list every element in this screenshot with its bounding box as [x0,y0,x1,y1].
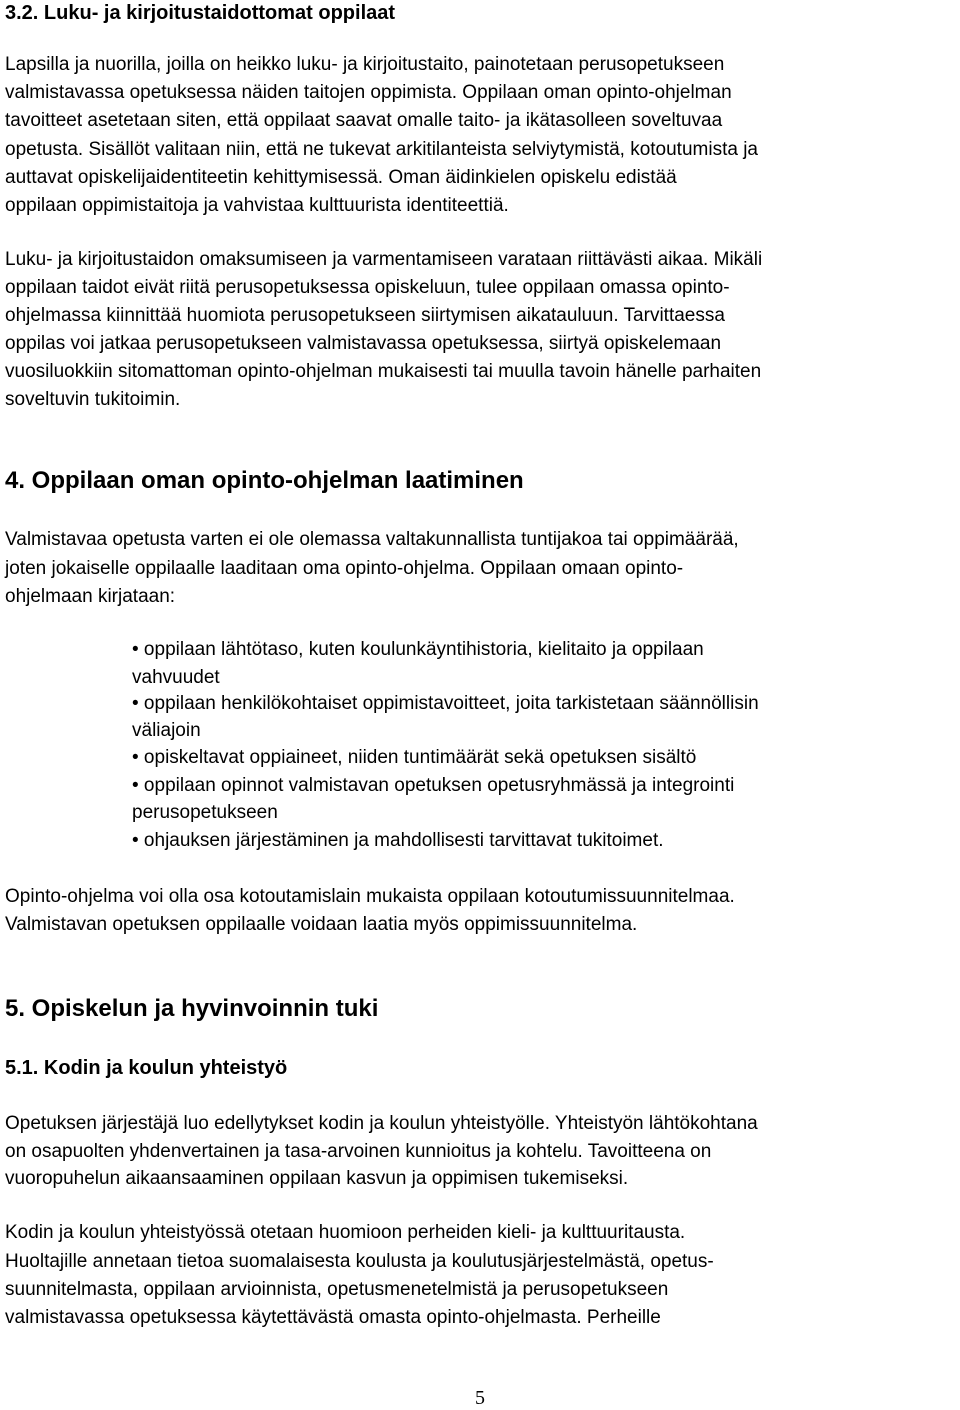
section-heading-4: 4. Oppilaan oman opinto-ohjelman laatiminen [5,467,524,494]
text-line: oppilaan taidot eivät riitä perusopetuksessa opiskeluun, tulee oppilaan omassa opinto- [5,277,730,298]
list-item: • oppilaan henkilökohtaiset oppimistavoitteet, joita tarkistetaan säännöllisin [132,693,759,714]
text-line: ohjelmassa kiinnittää huomiota perusopetukseen siirtymisen aikatauluun. Tarvittaessa [5,305,725,326]
list-item: • oppilaan lähtötaso, kuten koulunkäyntihistoria, kielitaito ja oppilaan [132,639,704,660]
text-line: valmistavassa opetuksessa käytettävästä omasta opinto-ohjelmasta. Perheille [5,1307,661,1328]
text-line: joten jokaiselle oppilaalle laaditaan oma opinto-ohjelma. Oppilaan omaan opinto- [5,558,684,579]
text-line: vuosiluokkiin sitomattoman opinto-ohjelman mukaisesti tai muulla tavoin hänelle parhaiten [5,361,762,382]
text-line: Luku- ja kirjoitustaidon omaksumiseen ja varmentamiseen varataan riittävästi aikaa. Mikäli [5,249,763,270]
text-line: auttavat opiskelijaidentiteetin kehittymisessä. Oman äidinkielen opiskelu edistää [5,167,677,188]
subsection-heading-5-1: 5.1. Kodin ja koulun yhteistyö [5,1057,288,1079]
text-line: opetusta. Sisällöt valitaan niin, että ne tukevat arkitilanteista selviytymistä, kotoutumista ja [5,139,758,160]
list-item: • ohjauksen järjestäminen ja mahdollisesti tarvittavat tukitoimet. [132,830,664,851]
list-item: • opiskeltavat oppiaineet, niiden tuntimäärät sekä opetuksen sisältö [132,747,697,768]
text-line: Opetuksen järjestäjä luo edellytykset kodin ja koulun yhteistyölle. Yhteistyön lähtökohtana [5,1113,758,1134]
list-item-continuation: vahvuudet [132,667,220,688]
text-line: tavoitteet asetetaan siten, että oppilaat saavat omalle taito- ja ikätasolleen soveltuvaa [5,110,723,131]
text-line: suunnitelmasta, oppilaan arvioinnista, opetusmenetelmistä ja perusopetukseen [5,1279,669,1300]
list-item-continuation: väliajoin [132,720,201,741]
text-line: oppilaan oppimistaitoja ja vahvistaa kulttuurista identiteettiä. [5,195,509,216]
section-heading-3-2: 3.2. Luku- ja kirjoitustaidottomat oppilaat [5,2,396,24]
text-line: soveltuvin tukitoimin. [5,389,181,410]
text-line: Kodin ja koulun yhteistyössä otetaan huomioon perheiden kieli- ja kulttuuritausta. [5,1222,686,1243]
text-line: Valmistavan opetuksen oppilaalle voidaan laatia myös oppimissuunnitelma. [5,914,638,935]
text-line: on osapuolten yhdenvertainen ja tasa-arvoinen kunnioitus ja kohtelu. Tavoitteena on [5,1141,712,1162]
text-line: Huoltajille annetaan tietoa suomalaisesta koulusta ja koulutusjärjestelmästä, opetus- [5,1251,714,1272]
text-line: Opinto-ohjelma voi olla osa kotoutamislain mukaista oppilaan kotoutumissuunnitelmaa. [5,886,735,907]
text-line: Valmistavaa opetusta varten ei ole olemassa valtakunnallista tuntijakoa tai oppimäärää, [5,529,739,550]
page-number: 5 [475,1387,485,1409]
list-item-continuation: perusopetukseen [132,802,278,823]
text-line: vuoropuhelun aikaansaaminen oppilaan kasvun ja oppimisen tukemiseksi. [5,1168,629,1189]
text-line: oppilas voi jatkaa perusopetukseen valmistavassa opetuksessa, siirtyä opiskelemaan [5,333,722,354]
text-line: ohjelmaan kirjataan: [5,586,176,607]
section-heading-5: 5. Opiskelun ja hyvinvoinnin tuki [5,995,379,1022]
text-line: Lapsilla ja nuorilla, joilla on heikko luku- ja kirjoitustaito, painotetaan perusopetukseen [5,54,725,75]
list-item: • oppilaan opinnot valmistavan opetuksen opetusryhmässä ja integrointi [132,775,735,796]
text-line: valmistavassa opetuksessa näiden taitojen oppimista. Oppilaan oman opinto-ohjelman [5,82,732,103]
